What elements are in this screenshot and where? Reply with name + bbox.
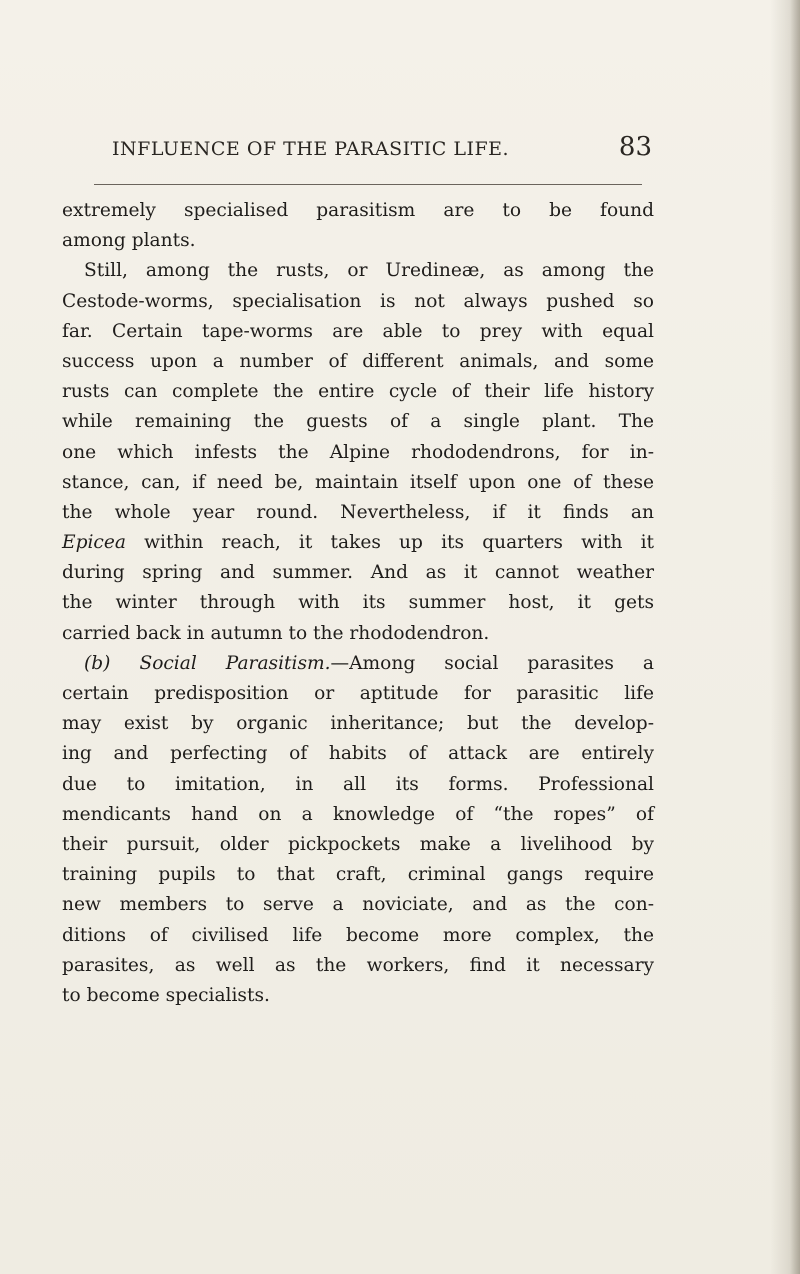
text-line: their pursuit, older pickpockets make a livelihood by bbox=[62, 833, 654, 855]
text-line: Cestode-worms, specialisation is not always pushed so bbox=[62, 290, 654, 312]
header-rule bbox=[94, 184, 642, 185]
text-line: the winter through with its summer host, it gets bbox=[62, 592, 654, 614]
text-line: mendicants hand on a knowledge of “the ropes” of bbox=[62, 803, 654, 825]
text-line: the whole year round. Nevertheless, if it finds an bbox=[62, 501, 654, 523]
text-line: ditions of civilised life become more complex, the bbox=[62, 924, 654, 946]
text-line: one which infests the Alpine rhododendrons, for in- bbox=[62, 441, 654, 463]
text-line-rest: within reach, it takes up its quarters with it bbox=[144, 532, 654, 554]
text-line-rest: —Among social parasites a bbox=[330, 652, 654, 674]
text-line: while remaining the guests of a single plant. The bbox=[62, 411, 654, 433]
page-edge-shadow bbox=[790, 0, 800, 1274]
text-line: training pupils to that craft, criminal gangs require bbox=[62, 864, 654, 886]
text-line: ing and perfecting of habits of attack are entirely bbox=[62, 743, 654, 765]
text-line: certain predisposition or aptitude for parasitic life bbox=[62, 683, 654, 704]
section-marker: (b) bbox=[84, 652, 111, 674]
text-line: stance, can, if need be, maintain itself upon one of these bbox=[62, 471, 654, 493]
body-text bbox=[62, 196, 654, 1011]
text-line: new members to serve a noviciate, and as the con- bbox=[62, 894, 654, 916]
text-line: extremely specialised parasitism are to be found bbox=[62, 200, 654, 221]
text-line: may exist by organic inheritance; but the develop- bbox=[62, 713, 654, 735]
text-line: among plants. bbox=[62, 230, 196, 252]
text-line: to become specialists. bbox=[62, 984, 270, 1006]
text-line: carried back in autumn to the rhododendron. bbox=[62, 622, 490, 644]
text-line: rusts can complete the entire cycle of their life history bbox=[62, 381, 654, 403]
text-line-with-italic bbox=[62, 528, 654, 558]
text-line: far. Certain tape-worms are able to prey with equal bbox=[62, 320, 654, 342]
text-line: during spring and summer. And as it cannot weather bbox=[62, 562, 654, 584]
italic-term: Epicea bbox=[62, 532, 126, 554]
text-line: due to imitation, in all its forms. Professional bbox=[62, 773, 654, 795]
text-line: parasites, as well as the workers, find it necessary bbox=[62, 954, 654, 976]
section-heading-line bbox=[62, 649, 654, 679]
text-line: Still, among the rusts, or Uredineæ, as among the bbox=[84, 260, 654, 282]
page-number: 83 bbox=[618, 132, 652, 162]
section-title: Social Parasitism. bbox=[139, 652, 331, 674]
running-head: INFLUENCE OF THE PARASITIC LIFE. bbox=[112, 138, 510, 160]
text-line: success upon a number of different animals, and some bbox=[62, 350, 654, 372]
page-header bbox=[112, 132, 652, 168]
